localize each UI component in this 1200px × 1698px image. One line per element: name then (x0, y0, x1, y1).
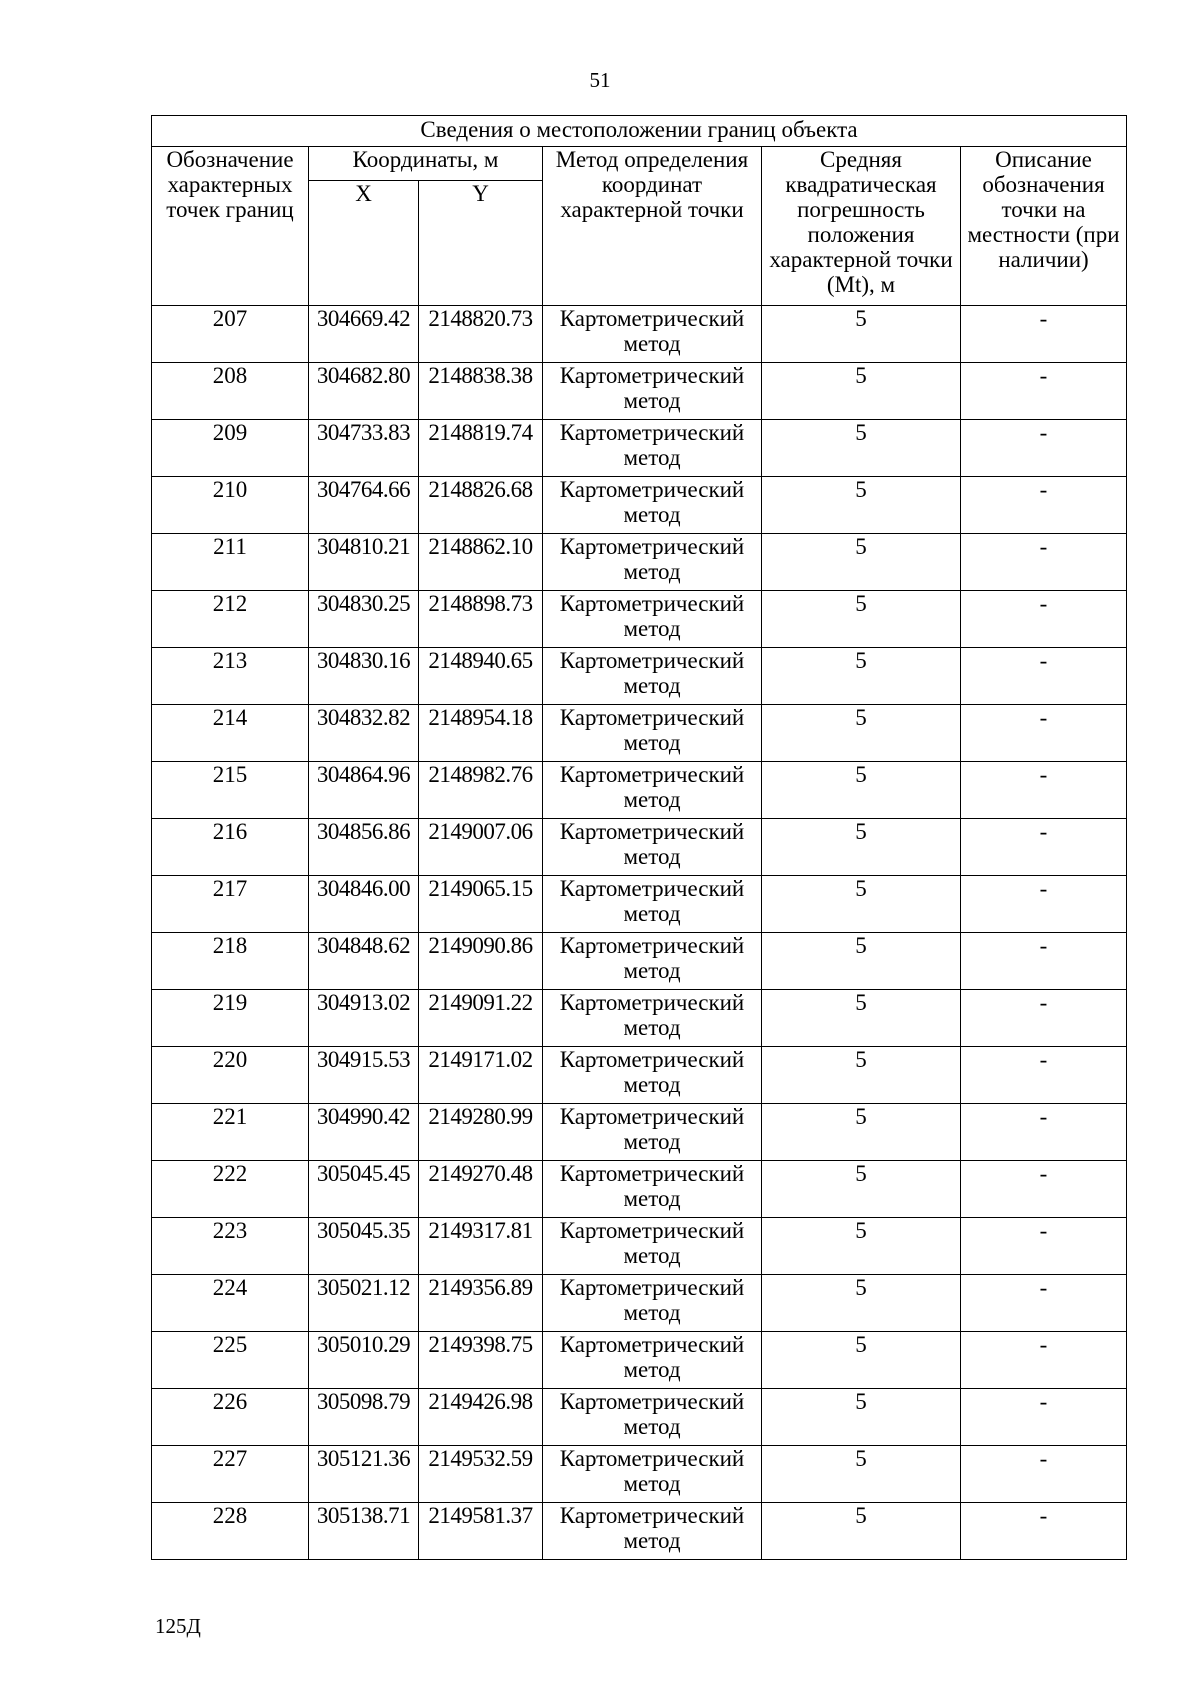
point-cell: 217 (152, 876, 309, 933)
accuracy-cell: 5 (762, 306, 961, 363)
table-row (152, 1332, 1127, 1389)
table-row (152, 591, 1127, 648)
description-cell: - (961, 648, 1127, 705)
x-coordinate-cell: 304733.83 (309, 420, 419, 477)
accuracy-cell: 5 (762, 1332, 961, 1389)
x-coordinate-cell: 305045.35 (309, 1218, 419, 1275)
table-row (152, 1047, 1127, 1104)
y-coordinate-cell: 2149091.22 (419, 990, 543, 1047)
table-row (152, 1161, 1127, 1218)
method-cell: Картометрический метод (543, 534, 762, 591)
x-coordinate-cell: 305045.45 (309, 1161, 419, 1218)
y-coordinate-cell: 2148826.68 (419, 477, 543, 534)
point-cell: 211 (152, 534, 309, 591)
page-number: 51 (589, 68, 611, 92)
table-row (152, 876, 1127, 933)
y-coordinate-cell: 2149398.75 (419, 1332, 543, 1389)
point-cell: 209 (152, 420, 309, 477)
header-point: Обозначение характерных точек границ (152, 147, 309, 306)
accuracy-cell: 5 (762, 591, 961, 648)
y-coordinate-cell: 2149007.06 (419, 819, 543, 876)
method-cell: Картометрический метод (543, 1389, 762, 1446)
point-cell: 213 (152, 648, 309, 705)
y-coordinate-cell: 2148838.38 (419, 363, 543, 420)
table-row (152, 420, 1127, 477)
method-cell: Картометрический метод (543, 306, 762, 363)
description-cell: - (961, 933, 1127, 990)
accuracy-cell: 5 (762, 933, 961, 990)
y-coordinate-cell: 2149270.48 (419, 1161, 543, 1218)
method-cell: Картометрический метод (543, 762, 762, 819)
method-cell: Картометрический метод (543, 648, 762, 705)
x-coordinate-cell: 305121.36 (309, 1446, 419, 1503)
description-cell: - (961, 1104, 1127, 1161)
x-coordinate-cell: 304856.86 (309, 819, 419, 876)
header-y: Y (419, 181, 543, 306)
method-cell: Картометрический метод (543, 1218, 762, 1275)
accuracy-cell: 5 (762, 1503, 961, 1560)
description-cell: - (961, 1446, 1127, 1503)
method-cell: Картометрический метод (543, 477, 762, 534)
point-cell: 228 (152, 1503, 309, 1560)
table-caption: Сведения о местоположении границ объекта (152, 116, 1127, 147)
description-cell: - (961, 1047, 1127, 1104)
table-row (152, 1389, 1127, 1446)
description-cell: - (961, 819, 1127, 876)
method-cell: Картометрический метод (543, 990, 762, 1047)
accuracy-cell: 5 (762, 1104, 961, 1161)
description-cell: - (961, 1218, 1127, 1275)
description-cell: - (961, 1389, 1127, 1446)
y-coordinate-cell: 2149581.37 (419, 1503, 543, 1560)
y-coordinate-cell: 2149317.81 (419, 1218, 543, 1275)
description-cell: - (961, 1503, 1127, 1560)
accuracy-cell: 5 (762, 534, 961, 591)
method-cell: Картометрический метод (543, 1275, 762, 1332)
description-cell: - (961, 762, 1127, 819)
method-cell: Картометрический метод (543, 363, 762, 420)
point-cell: 225 (152, 1332, 309, 1389)
y-coordinate-cell: 2149356.89 (419, 1275, 543, 1332)
table-row (152, 933, 1127, 990)
point-cell: 212 (152, 591, 309, 648)
description-cell: - (961, 990, 1127, 1047)
y-coordinate-cell: 2149280.99 (419, 1104, 543, 1161)
x-coordinate-cell: 305138.71 (309, 1503, 419, 1560)
method-cell: Картометрический метод (543, 1446, 762, 1503)
table-row (152, 705, 1127, 762)
header-accuracy: Средняя квадратическая погрешность положения характерной точки (Mt), м (762, 147, 961, 306)
y-coordinate-cell: 2148954.18 (419, 705, 543, 762)
point-cell: 224 (152, 1275, 309, 1332)
point-cell: 216 (152, 819, 309, 876)
accuracy-cell: 5 (762, 1218, 961, 1275)
description-cell: - (961, 1332, 1127, 1389)
x-coordinate-cell: 304864.96 (309, 762, 419, 819)
table-row (152, 306, 1127, 363)
method-cell: Картометрический метод (543, 705, 762, 762)
description-cell: - (961, 1275, 1127, 1332)
x-coordinate-cell: 304832.82 (309, 705, 419, 762)
point-cell: 219 (152, 990, 309, 1047)
x-coordinate-cell: 304848.62 (309, 933, 419, 990)
description-cell: - (961, 534, 1127, 591)
table-row (152, 534, 1127, 591)
point-cell: 214 (152, 705, 309, 762)
method-cell: Картометрический метод (543, 933, 762, 990)
point-cell: 207 (152, 306, 309, 363)
point-cell: 227 (152, 1446, 309, 1503)
x-coordinate-cell: 304830.16 (309, 648, 419, 705)
accuracy-cell: 5 (762, 648, 961, 705)
x-coordinate-cell: 304810.21 (309, 534, 419, 591)
accuracy-cell: 5 (762, 762, 961, 819)
x-coordinate-cell: 304830.25 (309, 591, 419, 648)
y-coordinate-cell: 2148819.74 (419, 420, 543, 477)
method-cell: Картометрический метод (543, 1161, 762, 1218)
y-coordinate-cell: 2148820.73 (419, 306, 543, 363)
description-cell: - (961, 363, 1127, 420)
point-cell: 218 (152, 933, 309, 990)
table-row (152, 1446, 1127, 1503)
accuracy-cell: 5 (762, 876, 961, 933)
accuracy-cell: 5 (762, 1275, 961, 1332)
table-body (152, 306, 1127, 1560)
table-row (152, 363, 1127, 420)
header-coordinates: Координаты, м (309, 147, 543, 181)
method-cell: Картометрический метод (543, 876, 762, 933)
boundary-coordinates-table (151, 115, 1127, 1560)
table-row (152, 477, 1127, 534)
description-cell: - (961, 705, 1127, 762)
method-cell: Картометрический метод (543, 591, 762, 648)
header-description: Описание обозначения точки на местности (при наличии) (961, 147, 1127, 306)
accuracy-cell: 5 (762, 1446, 961, 1503)
description-cell: - (961, 1161, 1127, 1218)
description-cell: - (961, 420, 1127, 477)
header-x: X (309, 181, 419, 306)
accuracy-cell: 5 (762, 477, 961, 534)
accuracy-cell: 5 (762, 990, 961, 1047)
x-coordinate-cell: 304913.02 (309, 990, 419, 1047)
accuracy-cell: 5 (762, 420, 961, 477)
description-cell: - (961, 306, 1127, 363)
method-cell: Картометрический метод (543, 1104, 762, 1161)
method-cell: Картометрический метод (543, 420, 762, 477)
description-cell: - (961, 477, 1127, 534)
description-cell: - (961, 591, 1127, 648)
point-cell: 222 (152, 1161, 309, 1218)
header-method: Метод определения координат характерной точки (543, 147, 762, 306)
x-coordinate-cell: 304990.42 (309, 1104, 419, 1161)
point-cell: 223 (152, 1218, 309, 1275)
x-coordinate-cell: 304682.80 (309, 363, 419, 420)
table-row (152, 648, 1127, 705)
y-coordinate-cell: 2148898.73 (419, 591, 543, 648)
table-row (152, 762, 1127, 819)
point-cell: 215 (152, 762, 309, 819)
method-cell: Картометрический метод (543, 1332, 762, 1389)
accuracy-cell: 5 (762, 1161, 961, 1218)
method-cell: Картометрический метод (543, 819, 762, 876)
table-row (152, 1275, 1127, 1332)
point-cell: 221 (152, 1104, 309, 1161)
accuracy-cell: 5 (762, 363, 961, 420)
x-coordinate-cell: 305021.12 (309, 1275, 419, 1332)
x-coordinate-cell: 305098.79 (309, 1389, 419, 1446)
accuracy-cell: 5 (762, 819, 961, 876)
y-coordinate-cell: 2149426.98 (419, 1389, 543, 1446)
y-coordinate-cell: 2149065.15 (419, 876, 543, 933)
x-coordinate-cell: 305010.29 (309, 1332, 419, 1389)
y-coordinate-cell: 2149171.02 (419, 1047, 543, 1104)
y-coordinate-cell: 2149090.86 (419, 933, 543, 990)
x-coordinate-cell: 304915.53 (309, 1047, 419, 1104)
x-coordinate-cell: 304764.66 (309, 477, 419, 534)
point-cell: 210 (152, 477, 309, 534)
y-coordinate-cell: 2148862.10 (419, 534, 543, 591)
point-cell: 220 (152, 1047, 309, 1104)
y-coordinate-cell: 2148940.65 (419, 648, 543, 705)
accuracy-cell: 5 (762, 705, 961, 762)
accuracy-cell: 5 (762, 1047, 961, 1104)
document-code: 125Д (155, 1614, 201, 1638)
method-cell: Картометрический метод (543, 1047, 762, 1104)
table-row (152, 990, 1127, 1047)
point-cell: 208 (152, 363, 309, 420)
table-row (152, 1104, 1127, 1161)
accuracy-cell: 5 (762, 1389, 961, 1446)
x-coordinate-cell: 304846.00 (309, 876, 419, 933)
table-row (152, 1503, 1127, 1560)
method-cell: Картометрический метод (543, 1503, 762, 1560)
y-coordinate-cell: 2148982.76 (419, 762, 543, 819)
table-row (152, 819, 1127, 876)
table-row (152, 1218, 1127, 1275)
y-coordinate-cell: 2149532.59 (419, 1446, 543, 1503)
x-coordinate-cell: 304669.42 (309, 306, 419, 363)
point-cell: 226 (152, 1389, 309, 1446)
description-cell: - (961, 876, 1127, 933)
